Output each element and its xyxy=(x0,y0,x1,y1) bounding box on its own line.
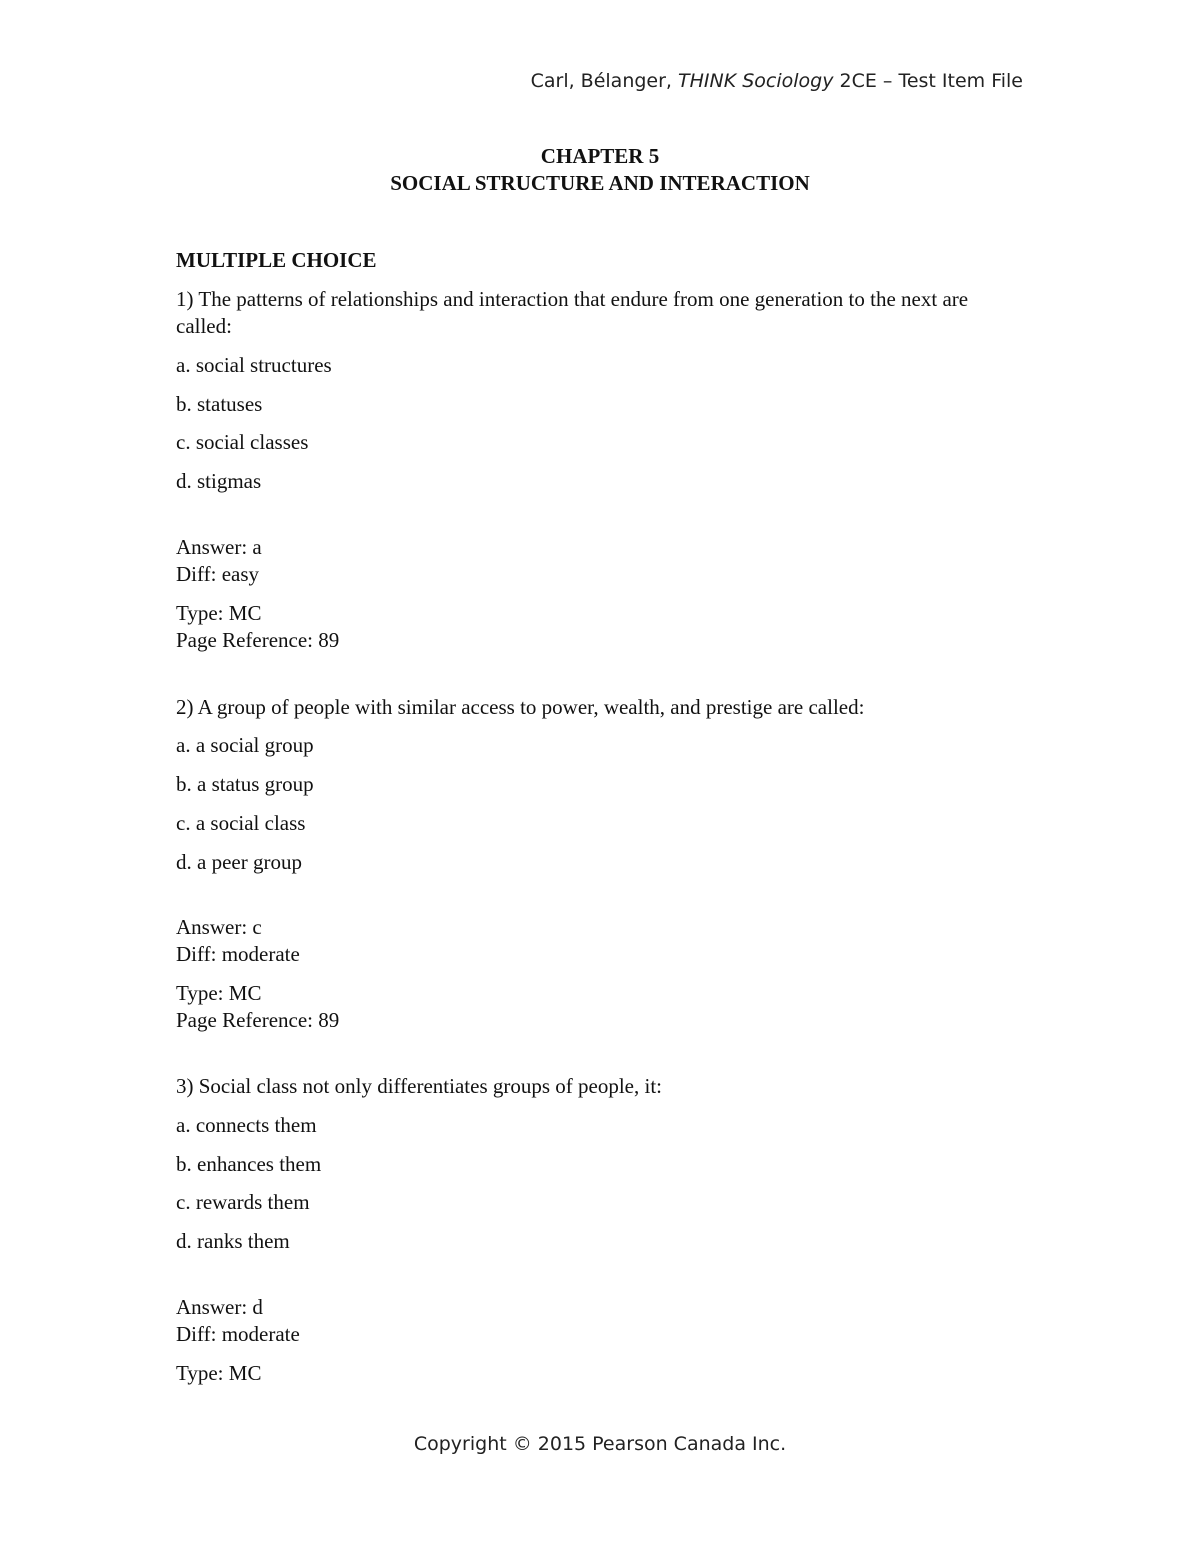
answer-option: a. a social group xyxy=(176,733,314,757)
answer-option: d. ranks them xyxy=(176,1229,290,1253)
answer-key: Answer: c xyxy=(176,915,262,939)
difficulty: Diff: moderate xyxy=(176,942,300,966)
question-prompt: 2) A group of people with similar access to power, wealth, and prestige are called: xyxy=(176,695,865,719)
difficulty: Diff: easy xyxy=(176,562,260,586)
question-type: Type: MC xyxy=(176,601,262,625)
answer-option: c. rewards them xyxy=(176,1190,310,1214)
answer-option: c. a social class xyxy=(176,811,306,835)
answer-option: b. enhances them xyxy=(176,1152,322,1176)
header-book-title: THINK Sociology xyxy=(678,70,834,92)
page-reference: Page Reference: 89 xyxy=(176,628,340,652)
question-type: Type: MC xyxy=(176,981,262,1005)
header-suffix: 2CE – Test Item File xyxy=(833,70,1023,92)
answer-option: b. statuses xyxy=(176,392,263,416)
difficulty: Diff: moderate xyxy=(176,1322,300,1346)
page-reference: Page Reference: 89 xyxy=(176,1008,340,1032)
answer-option: a. social structures xyxy=(176,353,332,377)
answer-option: d. a peer group xyxy=(176,850,302,874)
chapter-title-block xyxy=(0,143,1200,197)
answer-option: c. social classes xyxy=(176,430,309,454)
question-type: Type: MC xyxy=(176,1361,262,1385)
answer-option: d. stigmas xyxy=(176,469,262,493)
answer-option: b. a status group xyxy=(176,772,314,796)
chapter-number: CHAPTER 5 xyxy=(540,144,660,168)
header-authors: Carl, Bélanger, xyxy=(530,70,679,92)
answer-option: a. connects them xyxy=(176,1113,317,1137)
section-heading: MULTIPLE CHOICE xyxy=(176,248,377,272)
question-prompt: 3) Social class not only differentiates groups of people, it: xyxy=(176,1074,663,1098)
question-prompt: 1) The patterns of relationships and interaction that endure from one generation to the next are called: xyxy=(176,287,969,338)
chapter-title: SOCIAL STRUCTURE AND INTERACTION xyxy=(390,171,810,195)
answer-key: Answer: d xyxy=(176,1295,263,1319)
answer-key: Answer: a xyxy=(176,535,262,559)
running-header xyxy=(531,70,1023,92)
copyright-footer: Copyright © 2015 Pearson Canada Inc. xyxy=(413,1433,787,1455)
